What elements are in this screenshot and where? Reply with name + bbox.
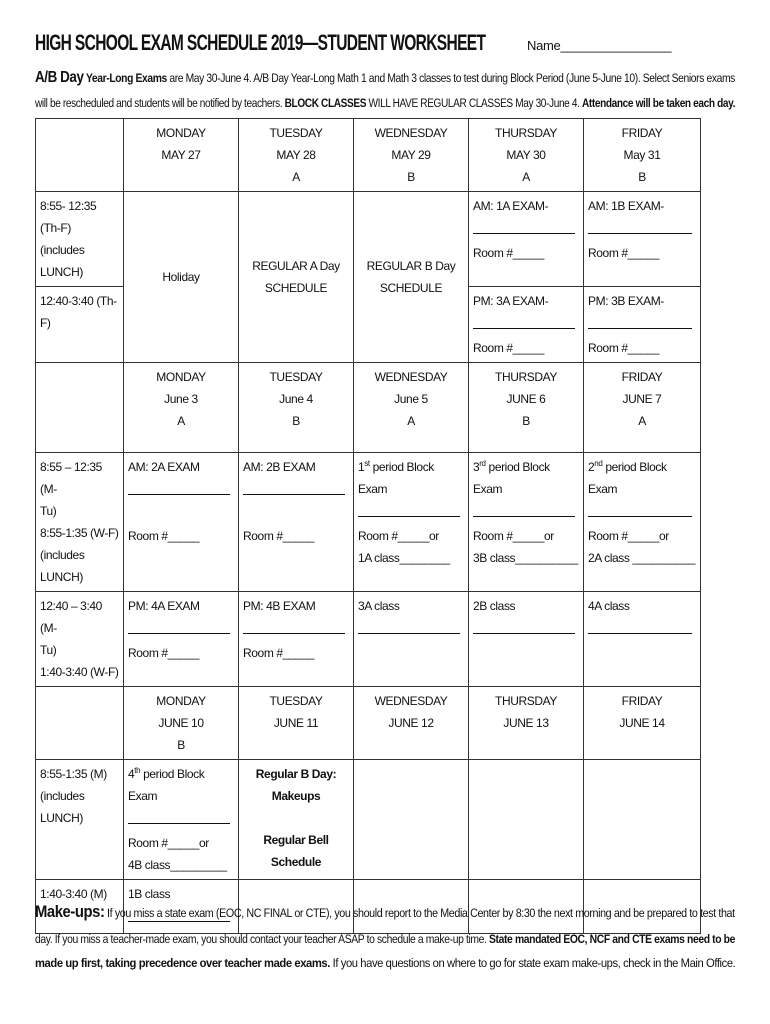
intro-line-2 (35, 96, 735, 110)
week1-tue-schedule: REGULAR A Day SCHEDULE (239, 192, 354, 363)
footer-line-3: made up first, taking precedence over teacher made exams. If you have questions on where to go for state exam make-ups, check in the Main Office. (35, 956, 736, 970)
class-field[interactable]: 2A class __________ (588, 551, 696, 565)
week2-header-row (36, 363, 701, 453)
week2-day-thu: THURSDAY JUNE 6 B (469, 363, 584, 453)
week1-fri-pm: PM: 3B EXAM- Room #_____ (584, 287, 701, 363)
blank-cell (36, 363, 124, 453)
room-field[interactable]: Room #_____ (588, 246, 659, 260)
page-title: HIGH SCHOOL EXAM SCHEDULE 2019—STUDENT WORKSHEET (35, 30, 486, 55)
exam-schedule-table (35, 118, 701, 934)
week3-day-wed: WEDNESDAY JUNE 12 (354, 687, 469, 760)
class-field[interactable]: 4B class_________ (128, 858, 227, 872)
footer-lead: Make-ups: (35, 902, 105, 921)
week3-day-tue: TUESDAY JUNE 11 (239, 687, 354, 760)
week2-am-time: 8:55 – 12:35 (M- Tu) 8:55-1:35 (W-F) (includes LUNCH) (36, 453, 124, 592)
room-field[interactable]: Room #_____ (243, 529, 314, 543)
week2-fri-pm: 4A class (584, 592, 701, 687)
week2-day-fri: FRIDAY JUNE 7 A (584, 363, 701, 453)
week3-mon-pm: 1B class (124, 880, 239, 934)
week2-mon-am: AM: 2A EXAM Room #_____ (124, 453, 239, 592)
week2-pm-row (36, 592, 701, 687)
week2-mon-pm: PM: 4A EXAM Room #_____ (124, 592, 239, 687)
week2-tue-pm: PM: 4B EXAM Room #_____ (239, 592, 354, 687)
room-field[interactable]: Room #_____or (473, 529, 554, 543)
week3-wed-am (354, 760, 469, 880)
room-field[interactable]: Room #_____ (588, 341, 659, 355)
week3-tue-am: Regular B Day: Makeups Regular Bell Schedule (239, 760, 354, 880)
intro-text-2: will be rescheduled and students will be notified by teachers. (35, 96, 285, 110)
room-field[interactable]: Room #_____ (243, 646, 314, 660)
week1-wed-schedule: REGULAR B Day SCHEDULE (354, 192, 469, 363)
class-field[interactable]: 1A class________ (358, 551, 450, 565)
room-field[interactable]: Room #_____ (128, 646, 199, 660)
week3-day-thu: THURSDAY JUNE 13 (469, 687, 584, 760)
week1-am-time: 8:55- 12:35 (Th-F) (includes LUNCH) (36, 192, 124, 287)
week2-day-wed: WEDNESDAY June 5 A (354, 363, 469, 453)
week2-wed-am: 1st period Block Exam Room #_____or 1A class________ (354, 453, 469, 592)
intro-bold-3: Attendance will be taken each day. (581, 96, 736, 110)
week1-day-mon: MONDAY MAY 27 (124, 119, 239, 192)
week2-fri-am: 2nd period Block Exam Room #_____or 2A class __________ (584, 453, 701, 592)
week3-am-row (36, 760, 701, 880)
intro-bold-2: BLOCK CLASSES (284, 96, 367, 110)
week3-mon-am: 4th period Block Exam Room #_____or 4B class_________ (124, 760, 239, 880)
name-field[interactable]: Name________________ (527, 38, 672, 53)
week1-day-thu: THURSDAY MAY 30 A (469, 119, 584, 192)
week1-pm-time: 12:40-3:40 (Th-F) (36, 287, 124, 363)
week3-pm-time: 1:40-3:40 (M) (36, 880, 124, 934)
intro-lead: A/B Day (35, 69, 84, 86)
room-field[interactable]: Room #_____or (588, 529, 669, 543)
week2-tue-am: AM: 2B EXAM Room #_____ (239, 453, 354, 592)
week2-am-row (36, 453, 701, 592)
intro-text-3: WILL HAVE REGULAR CLASSES May 30-June 4. (366, 96, 582, 110)
week3-day-mon: MONDAY JUNE 10 B (124, 687, 239, 760)
week1-holiday: Holiday (124, 192, 239, 363)
room-field[interactable]: Room #_____ (473, 341, 544, 355)
week1-fri-am: AM: 1B EXAM- Room #_____ (584, 192, 701, 287)
week1-header-row (36, 119, 701, 192)
week3-am-time: 8:55-1:35 (M) (includes LUNCH) (36, 760, 124, 880)
week3-fri-am (584, 760, 701, 880)
intro-line-1 (35, 69, 735, 87)
week3-header-row (36, 687, 701, 760)
week2-wed-pm: 3A class (354, 592, 469, 687)
intro-text-1: are May 30-June 4. A/B Day Year-Long Math 1 and Math 3 classes to test during Block Period (June 5-June 10). Select Seniors exams (166, 71, 735, 85)
week1-day-wed: WEDNESDAY MAY 29 B (354, 119, 469, 192)
room-field[interactable]: Room #_____ (473, 246, 544, 260)
week2-thu-pm: 2B class (469, 592, 584, 687)
week1-thu-am: AM: 1A EXAM- Room #_____ (469, 192, 584, 287)
footer-line-1: Make-ups: If you miss a state exam (EOC, NC FINAL or CTE), you should report to the Media Center by 8:30 the next morning and be prepared to test that (35, 902, 735, 921)
week3-thu-am (469, 760, 584, 880)
room-field[interactable]: Room #_____or (128, 836, 209, 850)
blank-cell (36, 119, 124, 192)
class-field[interactable]: 3B class__________ (473, 551, 578, 565)
week1-thu-pm: PM: 3A EXAM- Room #_____ (469, 287, 584, 363)
week1-am-row (36, 192, 701, 287)
week2-pm-time: 12:40 – 3:40 (M- Tu) 1:40-3:40 (W-F) (36, 592, 124, 687)
week2-thu-am: 3rd period Block Exam Room #_____or 3B class__________ (469, 453, 584, 592)
intro-bold-1: Year-Long Exams (85, 71, 167, 85)
footer-line-2: day. If you miss a teacher-made exam, you should contact your teacher ASAP to schedule a make-up time. State mandated EOC, NCF and CTE exams need to be (35, 932, 736, 946)
week2-day-tue: TUESDAY June 4 B (239, 363, 354, 453)
week3-day-fri: FRIDAY JUNE 14 (584, 687, 701, 760)
week1-day-tue: TUESDAY MAY 28 A (239, 119, 354, 192)
week2-day-mon: MONDAY June 3 A (124, 363, 239, 453)
blank-cell (36, 687, 124, 760)
room-field[interactable]: Room #_____or (358, 529, 439, 543)
room-field[interactable]: Room #_____ (128, 529, 199, 543)
week1-day-fri: FRIDAY May 31 B (584, 119, 701, 192)
